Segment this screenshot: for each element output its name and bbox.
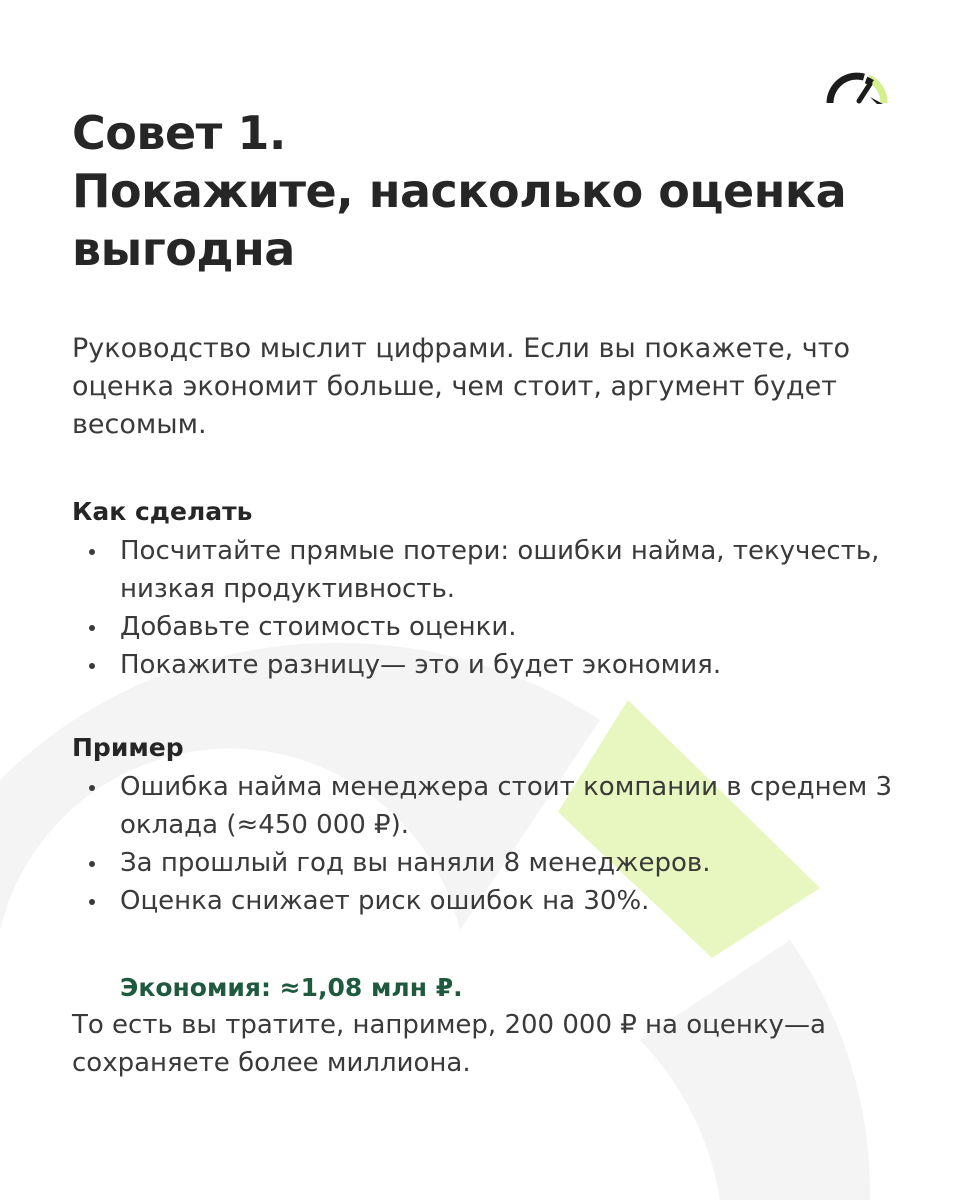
title-line-1: Совет 1. xyxy=(72,106,286,160)
title-line-2: Покажите, насколько оценка xyxy=(72,164,847,218)
content xyxy=(72,104,932,1082)
lead-paragraph: Руководство мыслит цифрами. Если вы покажете, что оценка экономит больше, чем стоит, аргумент будет весомым. xyxy=(72,333,850,440)
example-list xyxy=(72,768,932,920)
savings-highlight: Экономия: ≈1,08 млн ₽. xyxy=(120,973,463,1002)
how-to-heading: Как сделать xyxy=(72,497,253,526)
list-item: Добавьте стоимость оценки. xyxy=(72,608,932,646)
list-item: За прошлый год вы наняли 8 менеджеров. xyxy=(72,844,932,882)
how-to-list xyxy=(72,532,932,684)
list-item: Оценка снижает риск ошибок на 30%. xyxy=(72,882,932,920)
title-line-3: выгодна xyxy=(72,222,295,276)
list-item: Покажите разницу— это и будет экономия. xyxy=(72,646,932,684)
page-title xyxy=(72,104,932,278)
example-heading: Пример xyxy=(72,733,184,762)
list-item: Посчитайте прямые потери: ошибки найма, текучесть, низкая продуктивность. xyxy=(72,532,932,608)
conclusion-paragraph: То есть вы тратите, например, 200 000 ₽ на оценку—а сохраняете более миллиона. xyxy=(72,1010,826,1078)
list-item: Ошибка найма менеджера стоит компании в среднем 3 оклада (≈450 000 ₽). xyxy=(72,768,932,844)
speedometer-gauge-icon xyxy=(824,72,890,106)
